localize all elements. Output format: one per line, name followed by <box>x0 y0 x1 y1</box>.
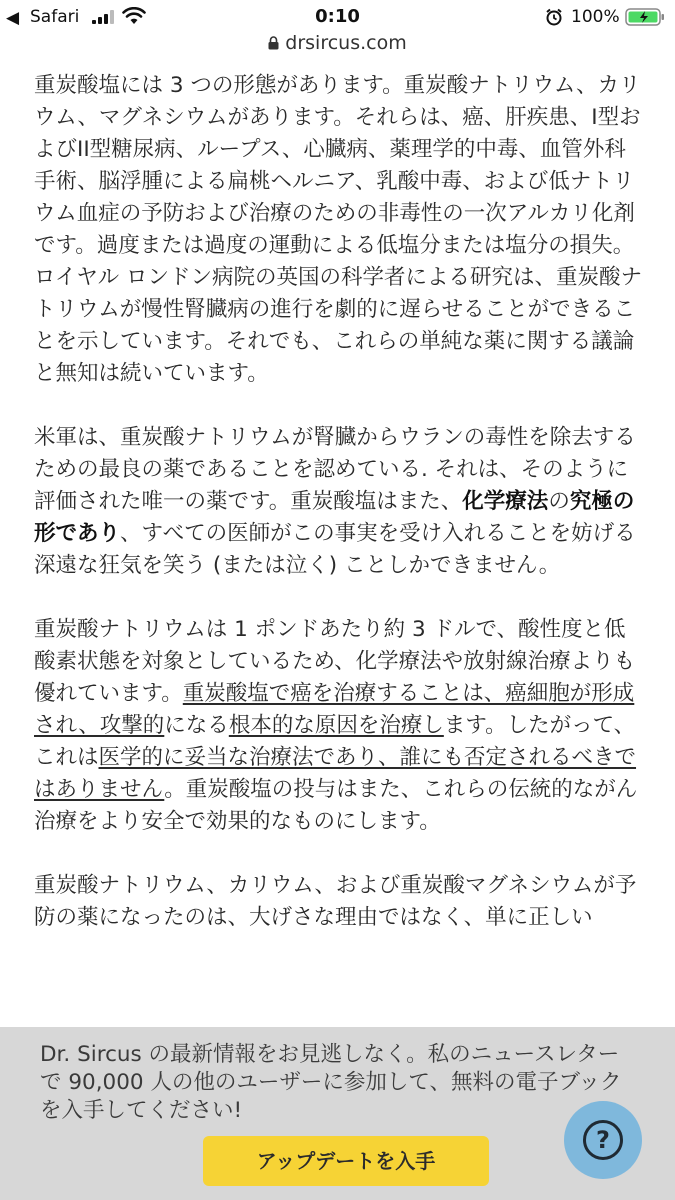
paragraph-us-military: 米軍は、重炭酸ナトリウムが腎臓からウランの毒性を除去するための最良の薬であることを認めている. それは、そのように評価された唯一の薬です。重炭酸塩はまた、化学療法の究極の形であり、すべての医師がこの事実を受け入れることを妨げる深遠な狂気を笑う (または泣く) ことしかできません。 <box>34 425 636 578</box>
back-to-app-icon[interactable]: ◀ <box>6 8 20 28</box>
bold-ultimate-form: 究極の形であり <box>34 489 635 546</box>
status-bar <box>0 0 675 34</box>
battery-percent: 100% <box>571 7 620 27</box>
newsletter-text: Dr. Sircus の最新情報をお見逃しなく。私のニュースレターで 90,000 人の他のユーザーに参加して、無料の電子ブックを入手してください! <box>40 1042 622 1123</box>
alarm-icon <box>545 8 563 26</box>
battery-icon <box>625 8 665 26</box>
help-button[interactable] <box>564 1101 642 1179</box>
question-mark-icon: ? <box>583 1120 623 1160</box>
paragraph-cost-comparison: 重炭酸ナトリウムは 1 ポンドあたり約 3 ドルで、酸性度と低酸素状態を対象としているため、化学療法や放射線治療よりも優れています。重炭酸塩で癌を治療することは、癌細胞が形成され、攻撃的になる根本的な原因を治療します。したがって、これは医学的に妥当な治療法であり、誰にも否定されるべきではありません。重炭酸塩の投与はまた、これらの伝統的ながん治療をより安全で効果的なものにします。 <box>34 617 638 834</box>
paragraph-bicarbonate-forms: 重炭酸塩には 3 つの形態があります。重炭酸ナトリウム、カリウム、マグネシウムがあります。それらは、癌、肝疾患、I型およびII型糖尿病、ループス、心臓病、薬理学的中毒、血管外科手術、脳浮腫による扁桃ヘルニア、乳酸中毒、および低ナトリウム血症の予防および治療のための非毒性の一次アルカリ化剤です。過度または過度の運動による低塩分または塩分の損失。ロイヤル ロンドン病院の英国の科学者による研究は、重炭酸ナトリウムが慢性腎臓病の進行を劇的に遅らせることができることを示しています。それでも、これらの単純な薬に関する議論と無知は続いています。 <box>34 73 642 386</box>
bold-chemotherapy: 化学療法 <box>462 489 549 514</box>
lock-icon <box>268 36 279 50</box>
clock: 0:10 <box>315 6 360 27</box>
url-domain: drsircus.com <box>285 32 407 54</box>
underlined-link-treat-cancer[interactable]: 重炭酸塩で癌を治療することは、癌細胞が形成され、攻撃的 <box>34 681 635 738</box>
paragraph-prevention: 重炭酸ナトリウム、カリウム、および重炭酸マグネシウムが予防の薬になったのは、大げさな理由ではなく、単に正しい <box>34 873 637 930</box>
back-to-app-label[interactable]: Safari <box>30 7 80 27</box>
underlined-link-valid-treatment[interactable]: 医学的に妥当な治療法であり、誰にも否定されるべきではありません <box>34 745 637 802</box>
get-updates-button[interactable]: アップデートを入手 <box>203 1136 489 1186</box>
underlined-link-root-cause[interactable]: 根本的な原因を治療し <box>228 713 444 738</box>
article-body <box>34 70 646 966</box>
address-bar[interactable] <box>0 30 675 60</box>
